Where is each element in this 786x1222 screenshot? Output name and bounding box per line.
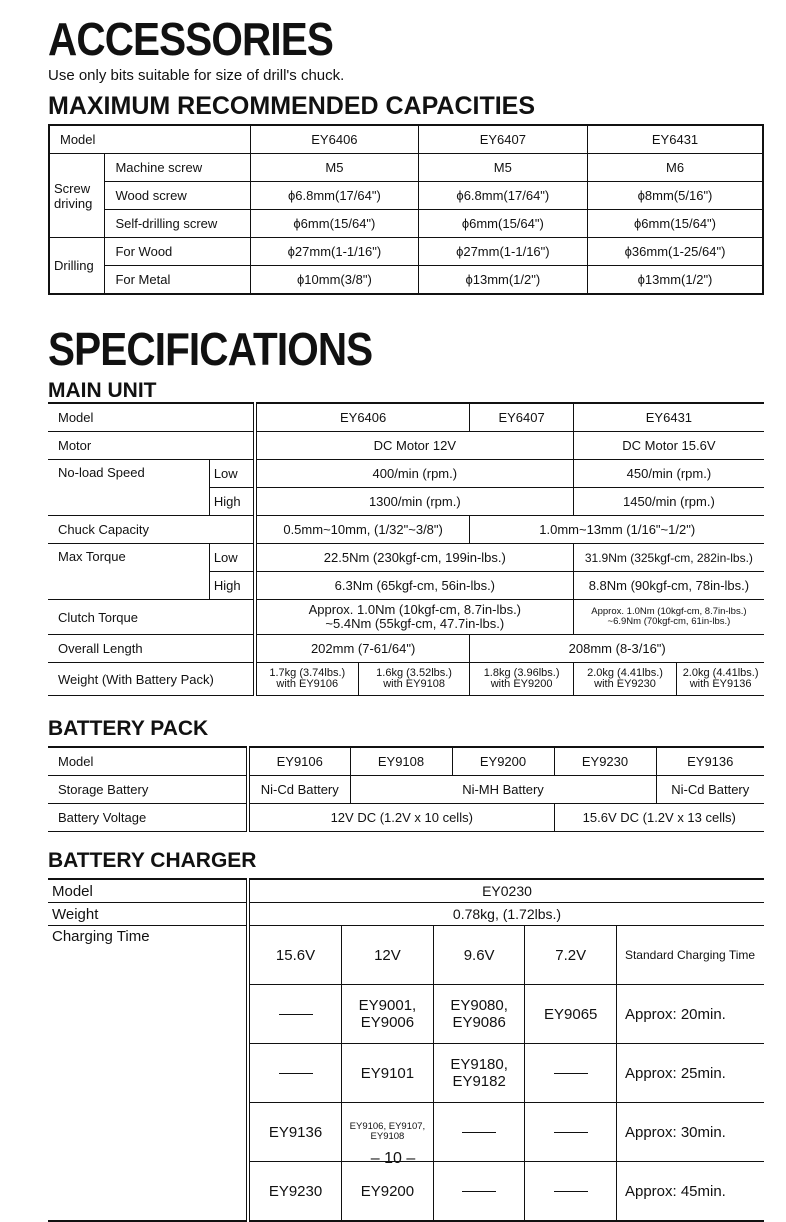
- model: EY9180,: [450, 1056, 508, 1073]
- model-ey6431: EY6431: [588, 125, 763, 154]
- table-row: [48, 804, 764, 832]
- weight-label: Weight (With Battery Pack): [48, 663, 255, 696]
- cell: ϕ6.8mm(17/64"): [418, 182, 587, 210]
- table-row: [48, 776, 764, 804]
- table-row: [48, 926, 764, 1222]
- main-unit-table: [48, 402, 764, 696]
- cell: 0.5mm~10mm, (1/32"~3/8"): [255, 516, 470, 544]
- weight-value: 2.0kg (4.41lbs.): [682, 667, 759, 679]
- torque-label: Max Torque: [48, 544, 209, 600]
- empty-cell: [525, 1162, 617, 1221]
- specifications-title: SPECIFICATIONS: [48, 323, 373, 375]
- row-label: Machine screw: [105, 154, 251, 182]
- row-label: Self-drilling screw: [105, 210, 251, 238]
- clutch-a2: ~5.4Nm (55kgf-cm, 47.7in-lbs.): [325, 616, 505, 631]
- cell: 400/min (rpm.): [255, 460, 573, 488]
- model: EY9080,: [450, 997, 508, 1014]
- table-row: [49, 238, 763, 266]
- main-unit-title: MAIN UNIT: [48, 379, 157, 402]
- page-number: – 10 –: [370, 1150, 416, 1167]
- weight-value: 1.6kg (3.52lbs.): [376, 667, 452, 679]
- model: EY9182: [452, 1073, 506, 1090]
- col-header: 9.6V: [433, 926, 525, 985]
- high-label: High: [209, 488, 255, 516]
- cell: 450/min (rpm.): [573, 460, 764, 488]
- model-label: Model: [48, 879, 248, 903]
- time-cell: Approx: 30min.: [616, 1103, 764, 1162]
- table-row: [48, 432, 764, 460]
- cell: [433, 985, 525, 1044]
- model: EY9001,: [358, 997, 417, 1014]
- length-label: Overall Length: [48, 635, 255, 663]
- cell: ϕ8mm(5/16"): [588, 182, 763, 210]
- cell: 6.3Nm (65kgf-cm, 56in-lbs.): [255, 572, 573, 600]
- col-header: 15.6V: [250, 926, 342, 985]
- table-row: [48, 879, 764, 903]
- cell: ϕ6.8mm(17/64"): [251, 182, 418, 210]
- table-row: [49, 210, 763, 238]
- weight-battery: with EY9230: [594, 678, 656, 690]
- clutch-label: Clutch Torque: [48, 600, 255, 635]
- charger-table: [48, 878, 764, 1222]
- battery-model: EY9108: [350, 747, 452, 776]
- high-label: High: [209, 572, 255, 600]
- cell: 1300/min (rpm.): [255, 488, 573, 516]
- cell: ϕ6mm(15/64"): [418, 210, 587, 238]
- weight-cell: [255, 663, 358, 696]
- clutch-value-a: [255, 600, 573, 635]
- row-label: For Wood: [105, 238, 251, 266]
- voltage-label: Battery Voltage: [48, 804, 248, 832]
- model-header: Model: [49, 125, 251, 154]
- chuck-label: Chuck Capacity: [48, 516, 255, 544]
- cell: 22.5Nm (230kgf-cm, 199in-lbs.): [255, 544, 573, 572]
- capacities-title: MAXIMUM RECOMMENDED CAPACITIES: [48, 92, 536, 120]
- weight-cell: [573, 663, 676, 696]
- table-row: [250, 1162, 764, 1221]
- model: EY9006: [360, 1014, 415, 1031]
- cell: ϕ27mm(1-1/16"): [251, 238, 418, 266]
- model-ey6406: EY6406: [251, 125, 418, 154]
- empty-cell: [525, 1044, 617, 1103]
- table-row: [48, 460, 764, 488]
- cell: 1.0mm~13mm (1/16"~1/2"): [470, 516, 764, 544]
- motor-label: Motor: [48, 432, 255, 460]
- dash: [462, 1132, 496, 1133]
- model-label: Model: [48, 747, 248, 776]
- clutch-value-b: [573, 600, 764, 635]
- cell: M5: [418, 154, 587, 182]
- cell: DC Motor 15.6V: [573, 432, 764, 460]
- clutch-a1: Approx. 1.0Nm (10kgf-cm, 8.7in-lbs.): [308, 602, 522, 617]
- accessories-title: ACCESSORIES: [48, 13, 333, 65]
- table-row: [49, 125, 763, 154]
- clutch-b1: Approx. 1.0Nm (10kgf-cm, 8.7in-lbs.): [591, 606, 747, 617]
- cell: 31.9Nm (325kgf-cm, 282in-lbs.): [573, 544, 764, 572]
- low-label: Low: [209, 544, 255, 572]
- table-row: [48, 903, 764, 926]
- empty-cell: [250, 1044, 342, 1103]
- table-row: [48, 544, 764, 572]
- cell: 8.8Nm (90kgf-cm, 78in-lbs.): [573, 572, 764, 600]
- table-row: [250, 1044, 764, 1103]
- cell: ϕ36mm(1-25/64"): [588, 238, 763, 266]
- charging-time-label: Charging Time: [48, 926, 248, 1222]
- cell: EY9200: [342, 1162, 434, 1221]
- cell: EY9101: [342, 1044, 434, 1103]
- dash: [554, 1132, 588, 1133]
- cell: Ni-MH Battery: [350, 776, 656, 804]
- row-label: Wood screw: [105, 182, 251, 210]
- weight-value: 1.8kg (3.96lbs.): [483, 667, 560, 679]
- low-label: Low: [209, 460, 255, 488]
- cell: [342, 985, 434, 1044]
- dash: [462, 1191, 496, 1192]
- weight-battery: with EY9106: [276, 678, 339, 690]
- dash: [554, 1073, 588, 1074]
- battery-charger-title: BATTERY CHARGER: [48, 849, 257, 872]
- cell: ϕ13mm(1/2"): [588, 266, 763, 295]
- cell: M5: [251, 154, 418, 182]
- cell: ϕ13mm(1/2"): [418, 266, 587, 295]
- table-row: [48, 403, 764, 432]
- dash: [554, 1191, 588, 1192]
- weight-label: Weight: [48, 903, 248, 926]
- table-row: [48, 600, 764, 635]
- weight-value: 1.7kg (3.74lbs.): [269, 667, 346, 679]
- battery-model: EY9230: [554, 747, 656, 776]
- cell: Ni-Cd Battery: [656, 776, 764, 804]
- table-row: [48, 516, 764, 544]
- empty-cell: [433, 1162, 525, 1221]
- time-cell: Approx: 45min.: [616, 1162, 764, 1221]
- cell: 208mm (8-3/16"): [470, 635, 764, 663]
- battery-pack-title: BATTERY PACK: [48, 717, 209, 740]
- cell: ϕ6mm(15/64"): [251, 210, 418, 238]
- group-drilling: Drilling: [49, 238, 105, 295]
- cell: EY9136: [250, 1103, 342, 1162]
- weight-battery: with EY9200: [490, 678, 553, 690]
- cell: [433, 1044, 525, 1103]
- model-ey6406: EY6406: [255, 403, 470, 432]
- group-screw-driving: Screw driving: [49, 154, 105, 238]
- charger-model: EY0230: [248, 879, 764, 903]
- charger-weight: 0.78kg, (1.72lbs.): [248, 903, 764, 926]
- storage-label: Storage Battery: [48, 776, 248, 804]
- model: EY9108: [370, 1131, 405, 1142]
- accessories-note: Use only bits suitable for size of drill's chuck.: [48, 67, 345, 84]
- table-row: [49, 266, 763, 295]
- table-row: [49, 154, 763, 182]
- table-row: [49, 182, 763, 210]
- std-time-header: Standard Charging Time: [616, 926, 764, 985]
- weight-battery: with EY9136: [689, 678, 752, 690]
- cell: 202mm (7-61/64"): [255, 635, 470, 663]
- model-ey6431: EY6431: [573, 403, 764, 432]
- battery-model: EY9106: [248, 747, 350, 776]
- clutch-b2: ~6.9Nm (70kgf-cm, 61in-lbs.): [607, 616, 731, 627]
- speed-label: No-load Speed: [48, 460, 209, 516]
- model-ey6407: EY6407: [418, 125, 587, 154]
- time-cell: Approx: 25min.: [616, 1044, 764, 1103]
- cell: Ni-Cd Battery: [248, 776, 350, 804]
- table-row: [250, 926, 764, 985]
- cell: M6: [588, 154, 763, 182]
- cell: DC Motor 12V: [255, 432, 573, 460]
- table-row: [48, 663, 764, 696]
- dash: [279, 1014, 313, 1015]
- col-header: 12V: [342, 926, 434, 985]
- weight-cell: [470, 663, 573, 696]
- cell: 12V DC (1.2V x 10 cells): [248, 804, 554, 832]
- weight-value: 2.0kg (4.41lbs.): [587, 667, 663, 679]
- model: EY9106, EY9107,: [349, 1121, 426, 1132]
- table-row: [48, 747, 764, 776]
- empty-cell: [250, 985, 342, 1044]
- capacities-table: [48, 124, 764, 295]
- weight-cell: [358, 663, 470, 696]
- battery-model: EY9200: [452, 747, 554, 776]
- table-row: [48, 635, 764, 663]
- dash: [279, 1073, 313, 1074]
- cell: EY9065: [525, 985, 617, 1044]
- model-label: Model: [48, 403, 255, 432]
- weight-battery: with EY9108: [383, 678, 445, 690]
- cell: 15.6V DC (1.2V x 13 cells): [554, 804, 764, 832]
- cell: ϕ27mm(1-1/16"): [418, 238, 587, 266]
- weight-cell: [677, 663, 764, 696]
- charging-grid: [250, 926, 764, 1220]
- battery-pack-table: [48, 746, 764, 832]
- col-header: 7.2V: [525, 926, 617, 985]
- charging-grid-cell: [248, 926, 764, 1222]
- model-ey6407: EY6407: [470, 403, 573, 432]
- cell: EY9230: [250, 1162, 342, 1221]
- cell: ϕ10mm(3/8"): [251, 266, 418, 295]
- battery-model: EY9136: [656, 747, 764, 776]
- cell: 1450/min (rpm.): [573, 488, 764, 516]
- table-row: [250, 985, 764, 1044]
- row-label: For Metal: [105, 266, 251, 295]
- model: EY9086: [452, 1014, 506, 1031]
- time-cell: Approx: 20min.: [616, 985, 764, 1044]
- cell: ϕ6mm(15/64"): [588, 210, 763, 238]
